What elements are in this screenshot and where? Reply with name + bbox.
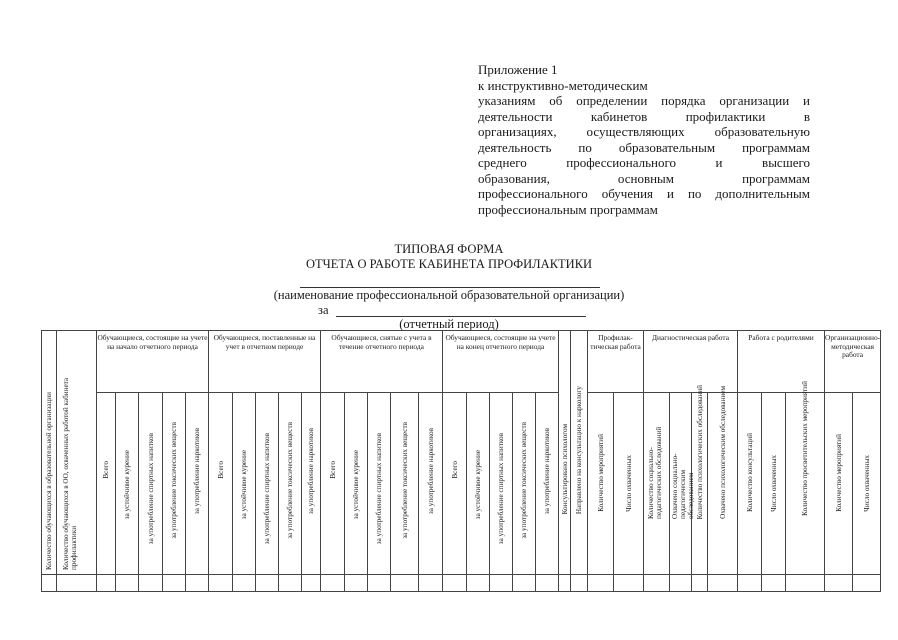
- diag-socped-count: Количество социально-педагогических обследований: [644, 393, 670, 575]
- g2-total: Всего: [209, 393, 233, 575]
- g4-smoking: за устойчивое курение: [467, 393, 490, 575]
- annex-line-5: организациях, осуществляющих образовательную: [478, 124, 810, 139]
- diag-psych-covered: Охвачено психологическим обследованием: [708, 393, 738, 575]
- group-end-period: Обучающиеся, состоящие на учете на конец отчетного периода: [443, 331, 559, 393]
- period-prefix: за: [318, 303, 329, 317]
- org-covered: Число охваченных: [853, 393, 881, 575]
- g1-toxic: за употребление токсических веществ: [163, 393, 186, 575]
- g3-total: Всего: [321, 393, 345, 575]
- g2-smoking: за устойчивое курение: [233, 393, 256, 575]
- prev-events: Количество мероприятий: [588, 393, 614, 575]
- group-deregistered: Обучающиеся, снятые с учета в течение отчетного периода: [321, 331, 443, 393]
- g1-drugs: за употребление наркотиков: [186, 393, 209, 575]
- annex-line-9: профессионального обучения и по дополнительным: [478, 186, 810, 201]
- g2-drugs: за употребление наркотиков: [302, 393, 321, 575]
- g1-total: Всего: [97, 393, 116, 575]
- g3-alcohol: за употребление спиртных напитков: [368, 393, 391, 575]
- annex-line-8: образования, основным программам: [478, 170, 810, 186]
- col-students-header: Количество обучающихся в образовательной организации: [42, 331, 57, 575]
- g3-toxic: за употребление токсических веществ: [391, 393, 419, 575]
- org-name-caption: (наименование профессиональной образовательной организации): [273, 288, 625, 302]
- parents-covered: Число охваченных: [762, 393, 786, 575]
- g3-smoking: за устойчивое курение: [345, 393, 368, 575]
- parents-events: Количество просветительских мероприятий: [786, 393, 825, 575]
- annex-line-7: среднего профессионального и высшего: [478, 155, 810, 170]
- group-start-period: Обучающиеся, состоящие на учете на начало отчетного периода: [97, 331, 209, 393]
- group-registered: Обучающиеся, поставленные на учет в отчетном периоде: [209, 331, 321, 393]
- col-covered-header: Количество обучающихся в ОО, охваченных работой кабинета профилактики: [57, 331, 97, 575]
- parents-consult: Количество консультаций: [738, 393, 762, 575]
- g4-toxic: за употребление токсических веществ: [513, 393, 536, 575]
- annex-line-4: деятельности кабинетов профилактики в: [478, 108, 810, 124]
- g4-drugs: за употребление наркотиков: [536, 393, 559, 575]
- col-referred-header: Направлено на консультацию к наркологу: [571, 331, 588, 575]
- form-title-line-1: ТИПОВАЯ ФОРМА: [394, 242, 504, 256]
- period-caption: (отчетный период): [399, 317, 499, 331]
- report-table: [41, 330, 881, 592]
- annex-line-6: деятельность по образовательным программам: [478, 139, 810, 155]
- g1-alcohol: за употребление спиртных напитков: [139, 393, 163, 575]
- diag-socped-covered: Охвачено социально-педагогическим обследованием: [670, 393, 692, 575]
- g4-total: Всего: [443, 393, 467, 575]
- annex-line-10: профессиональным программам: [478, 201, 658, 217]
- g2-toxic: за употребление токсических веществ: [279, 393, 302, 575]
- prev-covered: Число охваченных: [614, 393, 644, 575]
- annex-line-3: указаниям об определении порядка организации и: [478, 93, 810, 108]
- diag-psych-count: Количество психологических обследований: [692, 393, 708, 575]
- annex-line-2: к инструктивно-методическим: [478, 77, 648, 93]
- group-org-method: Организационно-методическая работа: [825, 331, 881, 393]
- g4-alcohol: за употребление спиртных напитков: [490, 393, 513, 575]
- g3-drugs: за употребление наркотиков: [419, 393, 443, 575]
- g1-smoking: за устойчивое курение: [116, 393, 139, 575]
- col-consult-header: Консультировано психологом: [559, 331, 571, 575]
- group-diagnostic: Диагностическая работа: [644, 331, 738, 393]
- data-row: [42, 575, 881, 592]
- g2-alcohol: за употребление спиртных напитков: [256, 393, 279, 575]
- annex-line-1: Приложение 1: [478, 62, 558, 77]
- group-parents: Работа с родителями: [738, 331, 825, 393]
- org-events: Количество мероприятий: [825, 393, 853, 575]
- form-title-line-2: ОТЧЕТА О РАБОТЕ КАБИНЕТА ПРОФИЛАКТИКИ: [305, 257, 593, 271]
- group-prevention: Профилак-тическая работа: [588, 331, 644, 393]
- annex-block: [478, 62, 810, 217]
